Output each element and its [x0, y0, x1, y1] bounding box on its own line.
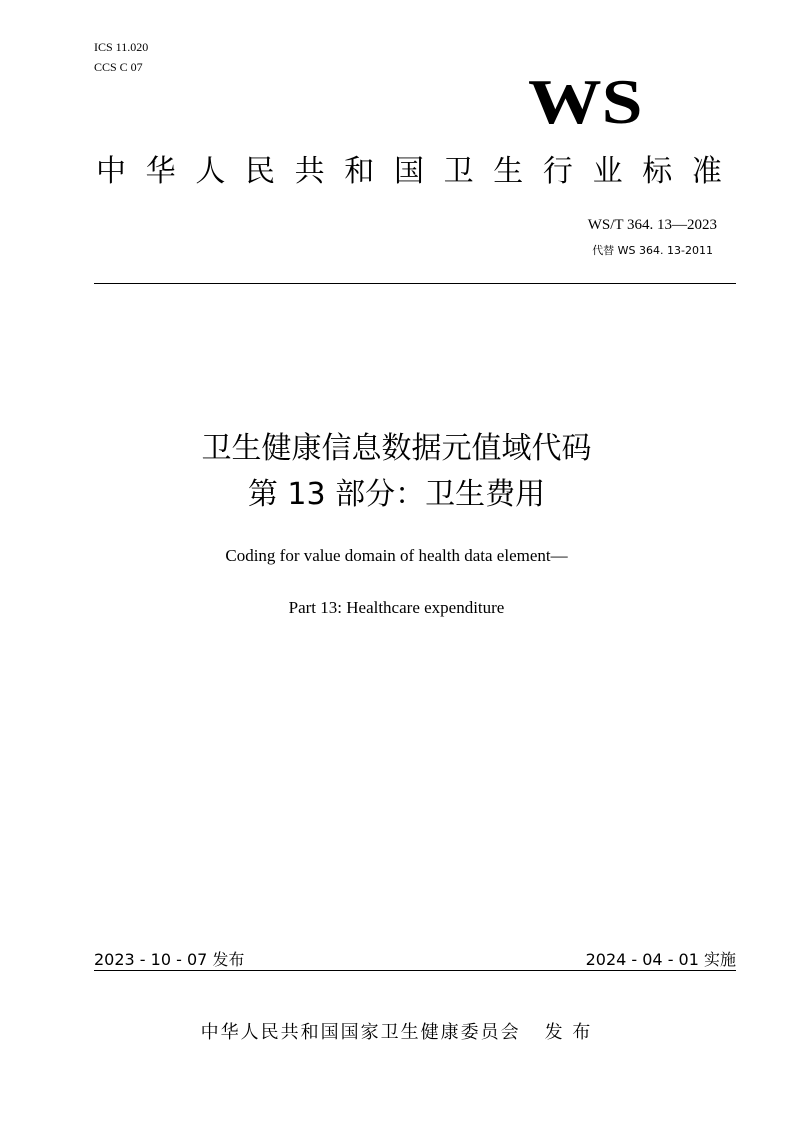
issuer-name: 中华人民共和国国家卫生健康委员会: [200, 1022, 521, 1043]
issuer-action: 发 布: [544, 1022, 593, 1043]
standard-type-char: 国: [393, 154, 424, 189]
standard-type-char: 卫: [443, 154, 474, 189]
standard-type-char: 和: [344, 154, 375, 189]
standard-type-title: [96, 150, 722, 194]
issue-date: 2023 - 10 - 07 发布: [94, 950, 245, 969]
standard-code: WS/T 364. 13—2023: [587, 217, 717, 233]
header-divider: [94, 283, 736, 284]
document-title-en: Coding for value domain of health data element—: [225, 546, 568, 565]
classification-codes: [94, 40, 148, 80]
standard-type-char: 标: [642, 154, 673, 189]
issuer-line: [0, 1020, 793, 1046]
document-part-en: Part 13: Healthcare expenditure: [288, 598, 505, 617]
standard-type-char: 生: [493, 154, 524, 189]
standard-type-char: 人: [195, 154, 226, 189]
ccs-code: CCS C 07: [94, 60, 143, 74]
standard-type-char: 中: [96, 154, 126, 189]
standard-type-char: 准: [691, 154, 722, 189]
replaces-note: 代替 WS 364. 13-2011: [592, 244, 713, 257]
standard-type-char: 华: [145, 154, 176, 189]
standard-type-char: 民: [244, 154, 275, 189]
document-title-cn: 卫生健康信息数据元值域代码: [201, 431, 592, 466]
standard-type-char: 行: [542, 154, 573, 189]
standard-type-char: 共: [294, 154, 325, 189]
document-part-cn: 第 13 部分：卫生费用: [247, 477, 546, 512]
standard-type-char: 业: [592, 154, 623, 189]
ics-code: ICS 11.020: [94, 40, 149, 54]
implementation-date: 2024 - 04 - 01 实施: [585, 950, 736, 969]
footer-divider: [94, 970, 736, 971]
ws-logo: WS: [528, 66, 643, 137]
